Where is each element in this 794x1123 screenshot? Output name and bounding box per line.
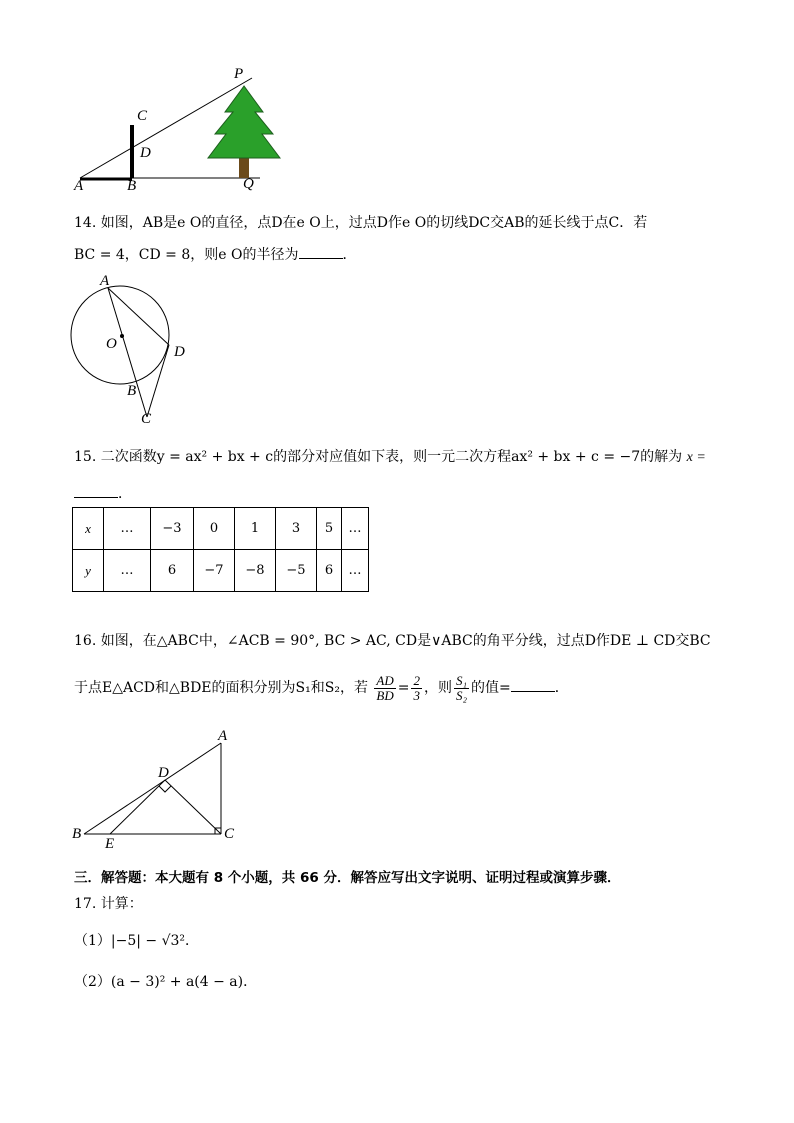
value-table: [72, 507, 369, 592]
q16-line1: [74, 631, 711, 651]
label-b: B: [127, 383, 137, 399]
q16-text-1: 如图，在△ABC中，∠ACB = 90°, BC > AC, CD是∨ABC的角平分线，过点D作DE ⊥ CD交BC: [100, 633, 711, 649]
table-cell: …: [104, 508, 151, 550]
chord-ad: [108, 288, 169, 345]
fraction-numerator: S₁: [455, 672, 468, 688]
q14-number: 14.: [74, 215, 97, 231]
label-c: C: [224, 826, 235, 842]
q15-answer-blank[interactable]: [74, 483, 118, 498]
q14-text-1: 如图，AB是e O的直径，点D在e O上，过点D作e O的切线DC交AB的延长线于点C．若: [100, 215, 648, 231]
equals-sign: =: [397, 680, 410, 696]
fraction-denominator: BD: [376, 687, 394, 703]
table-cell: 0: [194, 508, 235, 550]
circle-o: [71, 286, 169, 384]
table-cell: …: [342, 550, 369, 592]
q14-period: ．: [342, 247, 357, 263]
q16-text-2a: 于点E△ACD和△BDE的面积分别为S₁和S₂，若: [74, 680, 368, 696]
table-cell: −8: [235, 550, 276, 592]
segment-de: [110, 780, 165, 834]
q14-answer-blank[interactable]: [299, 244, 343, 259]
label-c: C: [137, 108, 148, 124]
q16-answer-blank[interactable]: [511, 677, 555, 692]
table-cell: …: [104, 550, 151, 592]
label-a: A: [100, 273, 110, 289]
fraction-ad-bd: [374, 674, 395, 703]
q14-line1: [74, 213, 647, 233]
label-a: A: [74, 178, 84, 194]
q14-line2: [74, 244, 357, 265]
fraction-denominator: 3: [413, 687, 420, 703]
label-p: P: [234, 66, 244, 82]
label-c: C: [141, 411, 152, 427]
q15-x-eq: x =: [686, 450, 706, 465]
q16-number: 16.: [74, 633, 97, 649]
q15-number: 15.: [74, 449, 97, 465]
table-cell: 1: [235, 508, 276, 550]
q14-text-2: BC = 4，CD = 8，则e O的半径为: [74, 247, 299, 263]
q15-text-1: 二次函数y = ax² + bx + c的部分对应值如下表，则一元二次方程ax² + bx + c = −7的解为: [100, 449, 683, 465]
table-cell: 5: [317, 508, 342, 550]
table-cell: …: [342, 508, 369, 550]
q15-line1: [74, 447, 706, 468]
q17-number: 17.: [74, 896, 97, 912]
q17-text: 计算：: [100, 896, 143, 912]
label-b: B: [72, 826, 82, 842]
q16-text-2b: ，则: [423, 680, 452, 696]
tree-icon: [208, 86, 280, 178]
table-cell: y: [73, 550, 104, 592]
table-cell: 3: [276, 508, 317, 550]
label-b: B: [127, 178, 137, 194]
table-cell: 6: [151, 550, 194, 592]
table-cell: −5: [276, 550, 317, 592]
table-cell: x: [73, 508, 104, 550]
label-d: D: [158, 765, 169, 781]
q16-line2: [74, 670, 569, 706]
figure-tree-shadow: [60, 60, 300, 205]
side-ab: [84, 743, 221, 834]
label-o: O: [106, 336, 117, 352]
q16-text-2c: 的值=: [471, 680, 511, 696]
label-d: D: [140, 145, 151, 161]
center-dot: [120, 334, 124, 338]
q17-title: [74, 894, 143, 914]
table-cell: 6: [317, 550, 342, 592]
label-d: D: [174, 344, 185, 360]
table-row-x: [73, 508, 369, 550]
section-three-heading: 三．解答题：本大题有 8 个小题，共 66 分．解答应写出文字说明、证明过程或演算步骤．: [74, 870, 621, 886]
table-cell: −3: [151, 508, 194, 550]
figure-right-triangle: [70, 725, 240, 850]
fraction-s1-s2: [454, 674, 469, 703]
fraction-2-3: [411, 674, 422, 703]
tangent-dc: [147, 345, 169, 417]
label-e: E: [105, 836, 115, 852]
fraction-numerator: 2: [413, 672, 420, 688]
segment-cd: [165, 780, 221, 834]
q16-period: ．: [554, 680, 569, 696]
q15-period: ．: [118, 486, 132, 502]
fraction-denominator: S₂: [455, 687, 468, 703]
label-q: Q: [243, 176, 254, 192]
table-cell: −7: [194, 550, 235, 592]
label-a: A: [218, 728, 228, 744]
fraction-numerator: AD: [376, 672, 394, 688]
right-angle-mark-d: [159, 786, 171, 792]
q17-part2: （2）(a − 3)² + a(4 − a)．: [74, 974, 258, 990]
q15-line2: [74, 483, 132, 504]
q17-part1: （1）|−5| − √3²．: [74, 933, 200, 949]
table-row-y: [73, 550, 369, 592]
